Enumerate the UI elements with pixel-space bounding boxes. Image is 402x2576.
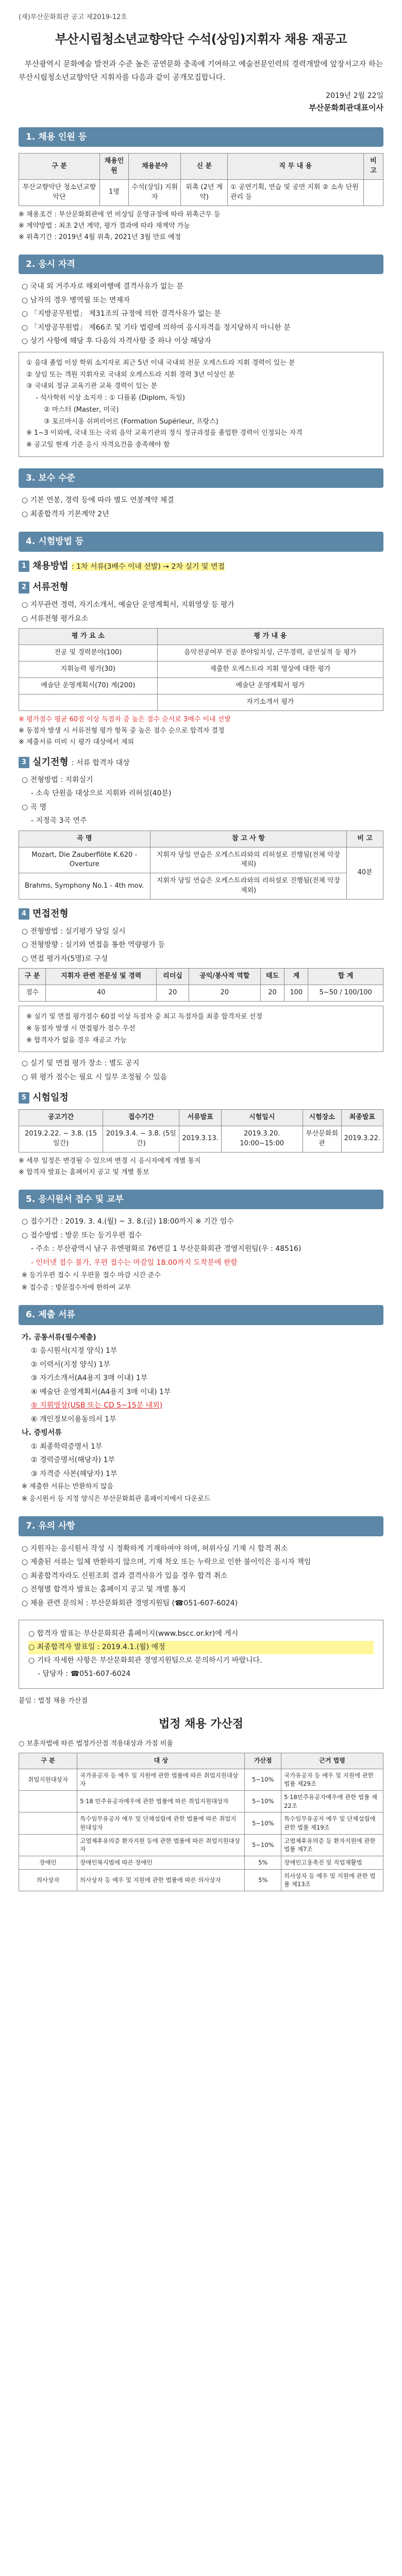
list-item: - 지정곡 3곡 연주 [31,817,87,825]
table-cell: Brahms, Symphony No.1 - 4th mov. [19,873,150,900]
info-line: ○ 기타 자세한 사항은 부산문화회관 경영지원팀으로 문의하시기 바랍니다. [28,1656,262,1665]
table-cell: 5% [245,1856,281,1869]
table-cell: 부산문화회관 [303,1126,341,1153]
list-item: ③ 자기소개서(A4용지 3매 이내) 1부 [31,1374,148,1383]
list-item: ※ 접수증 : 방문접수자에 한하여 교부 [22,1284,131,1292]
notice-issuer: 부산문화회관대표이사 [309,103,383,112]
info-line: - 담당자 : ☎051-607-6024 [38,1669,131,1678]
step-title: 서류전형 [32,582,69,593]
list-item: ③ 자격증 사본(해당자) 1부 [31,1469,118,1478]
table-cell: 100 [284,985,308,1002]
table-header: 지휘자 관련 전문성 및 경력 [46,969,157,985]
table-cell: 특수임무유공자 예우 및 단체설립에 관한 법률에 따른 취업지원대상자 [77,1812,245,1834]
table-cell: 국가유공자 등 예우 및 지원에 관한 법률에 따른 취업지원대상자 [77,1769,245,1790]
table-row [19,985,383,1002]
table-cell [19,694,158,710]
table-header: 채용인원 [99,154,128,180]
notes-list [19,1543,383,1610]
table-header: 평 가 요 소 [19,629,158,645]
list-heading: 나. 증빙서류 [22,1429,62,1437]
table-row [19,180,383,206]
table-cell: 5% [245,1869,281,1891]
evaluation-notes [19,714,383,748]
note-line: ※ 실기 및 면접 평가점수 60점 이상 득점자 중 최고 득점자를 최종 합격자로 선정 [26,1013,262,1021]
table-header: 비 고 [347,831,383,847]
table-cell: 예술단 운영계획서 평가 [157,677,383,694]
table-cell: 수석(상임) 지휘자 [128,180,180,206]
section-heading-3: 3. 보수 수준 [19,468,383,488]
table-header: 합 계 [308,969,383,985]
list-item: ○ 지원자는 응시원서 작성 시 정확하게 기재하여야 하며, 허위사실 기재 시 합격 취소 [22,1544,288,1553]
interview-list [19,925,383,965]
note-line: ※ 동점자 발생 시 면접평가 점수 우선 [26,1024,136,1032]
note-line: ※ 합격자가 없을 경우 재공고 가능 [26,1036,127,1044]
list-item: ① 최종학력증명서 1부 [31,1442,103,1451]
table-row [19,645,383,662]
documents-list [19,1331,383,1505]
section-heading-4: 4. 시험방법 등 [19,532,383,551]
table-row [19,1790,383,1812]
table-cell: 고엽제후유의증 환자지원 등에 관한 법률에 따른 취업지원대상자 [77,1834,245,1856]
table-row [19,873,383,900]
table-header: 참 고 사 항 [150,831,347,847]
list-item: ○ 위 평가 점수는 필요 시 일부 조정될 수 있음 [22,1073,167,1081]
list-item: ② 경력증명서(해당자) 1부 [31,1456,115,1465]
table-cell: 2019.3.22. [341,1126,383,1153]
table-header: 시험일시 [221,1110,303,1126]
table-cell: 부산교향악단 청소년교향악단 [19,180,100,206]
table-cell: 2019.2.22. ~ 3.8. (15일간) [19,1126,103,1153]
table-cell [19,1790,77,1812]
list-item: ○ 최종합격자라도 신원조회 결과 결격사유가 있을 경우 합격 취소 [22,1571,228,1580]
table-cell: 20 [189,985,260,1002]
submission-list [19,1215,383,1294]
list-item: ○ 제출된 서류는 일체 반환하지 않으며, 기재 착오 또는 누락으로 인한 불이익은 응시자 책임 [22,1558,311,1567]
interview-extra-list [19,1057,383,1083]
table-header: 최종발표 [341,1110,383,1126]
table-row [19,1769,383,1790]
table-row [19,662,383,678]
table-cell: 의사상자 등 예우 및 지원에 관한 법률에 따른 의사상자 [77,1869,245,1891]
method-step-5 [19,1091,383,1105]
info-line: ○ 합격자 발표는 부산문화회관 홈페이지(www.bscc.or.kr)에 게시 [28,1630,239,1638]
table-header: 채용분야 [128,154,180,180]
table-cell: 특수임무유공자 예우 및 단체설립에 관한 법률 제19조 [281,1812,383,1834]
box-line: ③ 국내외 정규 교육기관 교육 경력이 있는 분 [26,382,158,391]
list-item: ○ 접수방법 : 방문 또는 등기우편 접수 [22,1231,142,1240]
table-cell: 5~10% [245,1790,281,1812]
list-item: ○ 기본 연봉, 경력 등에 따라 별도 연봉계약 체결 [22,496,174,505]
box-line: ※ 1~3 이외에, 국내 또는 국외 음악 교육기관의 정식 정규과정을 졸업한 경력이 인정되는 자격 [26,429,303,437]
section-heading-5: 5. 응시원서 접수 및 교부 [19,1190,383,1209]
table-cell: 전공 및 경력분야(100) [19,645,158,662]
step-number-5: 5 [19,1092,29,1104]
table-cell: 음악전공여부 전공 분야일치성, 근무경력, 공연실적 등 평가 [157,645,383,662]
table-cell: 지휘자 당일 연습은 오케스트라와의 리허설로 진행됨(전체 악장 제외) [150,847,347,873]
list-item: ※ 제출한 서류는 반환하지 않음 [22,1483,114,1491]
table-header: 리더십 [157,969,189,985]
table-header: 평 가 내 용 [157,629,383,645]
table-cell: 5~50 / 100/100 [308,985,383,1002]
table-header: 공고기간 [19,1110,103,1126]
table-cell: 20 [157,985,189,1002]
list-item: ○ 남자의 경우 병역필 또는 면제자 [22,296,130,304]
table-header: 직 무 내 용 [227,154,363,180]
table-cell: 20 [260,985,284,1002]
box-line: ※ 공고일 현재 기준 응시 자격요건을 충족해야 함 [26,441,170,449]
list-item: ○ 서류전형 평가요소 [22,614,89,623]
list-item: ※ 응시원서 등 지정 양식은 부산문화회관 홈페이지에서 다운로드 [22,1495,211,1503]
table-row [19,1812,383,1834]
table-header: 곡 명 [19,831,150,847]
recruit-notes [19,209,383,243]
note-line: ※ 위촉기간 : 2019년 4월 위촉, 2021년 3월 만료 예정 [19,233,181,241]
table-cell: 장애인 [19,1856,77,1869]
list-item: - 소속 단원을 대상으로 지휘와 리허설(40분) [31,789,172,798]
table-cell: 5~10% [245,1834,281,1856]
list-item: ○ 면접 평가자(5명)로 구성 [22,954,108,963]
list-item: - 인터넷 접수 불가, 우편 접수는 마감일 18:00까지 도착분에 한함 [31,1258,238,1267]
table-header: 대 상 [77,1753,245,1769]
table-row [19,694,383,710]
notice-intro: 부산광역시 문화예술 발전과 수준 높은 공연문화 충족에 기여하고 예술전문인력의 경력개발에 앞장서고자 하는 부산시립청소년교향악단 지휘자를 다음과 같이 공개모집합니다. [19,60,383,82]
method-step-2 [19,580,383,595]
list-item: ② 이력서(지정 양식) 1부 [31,1360,110,1369]
table-header: 가산점 [245,1753,281,1769]
box-line: ① 음대 졸업 이상 학위 소지자로 최근 5년 이내 국내외 전문 오케스트라 지휘 경력이 있는 분 [26,359,295,367]
list-item: ○ 전형방향 : 실기와 면접을 통한 역량평가 등 [22,941,165,950]
list-item: ④ 예술단 운영계획서(A4용지 3매 이내) 1부 [31,1387,171,1396]
score-table [19,968,383,1002]
pieces-table [19,831,383,900]
table-cell: 취업지원대상자 [19,1769,77,1790]
table-cell: 장애인고용촉진 및 직업재활법 [281,1856,383,1869]
evaluation-table [19,628,383,710]
list-item: ○ 「지방공무원법」 제66조 및 기타 법령에 의하여 응시자격을 정지당하지 아니한 분 [22,323,291,332]
list-item: ○ 지무관련 경력, 자기소개서, 예술단 운영계획서, 지휘영상 등 평가 [22,601,234,609]
step-title: 시험일정 [32,1092,69,1104]
step-text: : 1차 서류(3배수 이내 선발) → 2차 실기 및 면접 [71,562,225,571]
info-box [19,1620,383,1689]
table-cell: 지휘능력 평가(30) [19,662,158,678]
list-item: ※ 등기우편 접수 시 우편물 접수 마감 시간 준수 [22,1272,161,1280]
practical-list [19,774,383,827]
table-header: 접수기간 [103,1110,179,1126]
method-step-3 [19,755,383,770]
table-header: 구 분 [19,154,100,180]
list-item: ○ 전형별 합격자 발표는 홈페이지 공고 및 개별 통지 [22,1585,186,1594]
table-cell: 40분 [347,847,383,899]
section-heading-7: 7. 유의 사항 [19,1516,383,1536]
note-line: ※ 평가점수 평균 60점 이상 득점자 중 높은 점수 순서로 3배수 이내 선발 [19,715,231,723]
table-cell: 지휘자 당일 연습은 오케스트라와의 리허설로 진행됨(전체 악장 제외) [150,873,347,900]
method-step-4 [19,907,383,921]
salary-list [19,494,383,520]
step-number-1: 1 [19,561,29,572]
table-cell: 2019.3.13. [179,1126,221,1153]
table-cell: 점수 [19,985,46,1002]
table-cell: 제출한 오케스트라 지휘 영상에 대한 평가 [157,662,383,678]
box-line: ③ 포르마시옹 쉬퍼리어르 (Formation Supérieur, 프랑스) [44,417,219,426]
list-item: ○ 「지방공무원법」 제31조의 규정에 의한 결격사유가 없는 분 [22,310,221,318]
table-cell: 장애인복지법에 따른 장애인 [77,1856,245,1869]
qualification-list [19,280,383,348]
step-number-3: 3 [19,757,29,768]
table-row [19,677,383,694]
table-cell [363,180,383,206]
addition-table [19,1753,383,1891]
table-row [19,1126,383,1153]
list-item: ○ 전형방법 : 지휘실기 [22,775,93,784]
table-header: 구 분 [19,1753,77,1769]
info-line: ○ 최종합격자 발표일 : 2019.4.1.(월) 예정 [28,1641,374,1654]
list-item: ① 응시원서(지정 양식) 1부 [31,1347,118,1355]
table-row [19,1869,383,1891]
schedule-table [19,1109,383,1153]
attachment-note: 붙임 : 법정 채용 가산점 [19,1697,88,1705]
table-row [19,1834,383,1856]
table-cell: 자기소개서 평가 [157,694,383,710]
method-step-1 [19,559,383,573]
list-item: ○ 전형방법 : 실기평가 당일 실시 [22,927,126,936]
section-heading-1: 1. 채용 인원 등 [19,127,383,147]
table-header: 계 [284,969,308,985]
addition-title: 법정 채용 가산점 [158,1717,244,1731]
section-heading-6: 6. 제출 서류 [19,1305,383,1325]
list-item: ○ 최종합격자 기본계약 2년 [22,510,109,518]
qualification-box [19,352,383,457]
recruit-table [19,153,383,206]
table-cell: 2019.3.20. 10:00~15:00 [221,1126,303,1153]
box-line: - 석사학위 이상 소지자 : ① 디플롬 (Diplom, 독일) [36,394,185,402]
table-cell [19,1812,77,1834]
table-cell: 2019.3.4. ~ 3.8. (5일간) [103,1126,179,1153]
list-item: ○ 상기 사항에 해당 후 다음의 자격사항 중 하나 이상 해당자 [22,337,211,346]
note-line: ※ 계약방법 : 최초 2년 계약, 평가 결과에 따라 재계약 가능 [19,222,190,230]
box-line: ② 마스터 (Master, 미국) [44,405,119,414]
table-cell: Mozart, Die Zauberflöte K.620 - Overture [19,847,150,873]
table-header: 시험장소 [303,1110,341,1126]
notice-date: 2019년 2월 22일 [326,92,383,100]
table-row [19,847,383,873]
table-cell: 고엽제후유의증 등 환자지원에 관한 법률 제7조 [281,1834,383,1856]
step-title: 실기전형 [32,756,69,768]
table-header: 구 분 [19,969,46,985]
list-item: ⑥ 개인정보이용동의서 1부 [31,1415,116,1423]
schedule-notes [19,1156,383,1178]
list-heading: 가. 공통서류(필수제출) [22,1333,96,1342]
list-item: ○ 채용 관련 문의처 : 부산문화회관 경영지원팀 (☎051-607-6024) [22,1599,238,1607]
step-number-4: 4 [19,908,29,920]
table-cell: 5·18민주유공자예우에 관한 법률 제22조 [281,1790,383,1812]
list-item: ○ 곡 명 [22,803,47,811]
addition-intro: ○ 보훈자법에 따른 법정가산점 적용대상과 가점 비율 [19,1740,173,1748]
document-screening-list [19,599,383,625]
notice-number: (재)부산문화회관 공고 제2019-12호 [19,13,127,21]
table-cell: 의사상자 [19,1869,77,1891]
note-line: ※ 채용조건 : 부산문화회관에 연 비상임 운영규정에 따라 위촉근무 등 [19,210,221,218]
table-header: 서류발표 [179,1110,221,1126]
table-row [19,1856,383,1869]
table-cell: 의사상자 등 예우 및 지원에 관한 법률 제13조 [281,1869,383,1891]
table-cell: 5~10% [245,1812,281,1834]
table-header: 태도 [260,969,284,985]
score-notes-box [19,1006,383,1052]
step-title: 면접전형 [32,908,69,919]
table-cell: 1명 [99,180,128,206]
list-item: ○ 접수기간 : 2019. 3. 4.(월) ~ 3. 8.(금) 18:00까지 ※ 기간 엄수 [22,1217,234,1226]
table-header: 근거 법령 [281,1753,383,1769]
table-cell: 40 [46,985,157,1002]
note-line: ※ 합격자 발표는 홈페이지 공고 및 개별 통보 [19,1168,149,1176]
notice-title: 부산시립청소년교향악단 수석(상임)지휘자 채용 재공고 [55,32,347,47]
list-item: ○ 국내 외 거주자로 해외여행에 결격사유가 없는 분 [22,282,183,291]
table-cell: 5·18 민주유공자예우에 관한 법률에 따른 취업지원대상자 [77,1790,245,1812]
section-heading-2: 2. 응시 자격 [19,255,383,274]
table-cell: 5~10% [245,1769,281,1790]
list-item: - 주소 : 부산광역시 남구 유엔평화로 76번길 1 부산문화회관 경영지원팀(우 : 48516) [31,1245,301,1253]
note-line: ※ 제출서류 미비 시 평가 대상에서 제외 [19,738,135,746]
list-item: ○ 실기 및 면접 평가 장소 : 별도 공지 [22,1059,140,1068]
step-number-2: 2 [19,582,29,593]
box-line: ② 상임 또는 객원 지휘자로 국내외 오케스트라 지휘 경력 3년 이상인 분 [26,370,235,379]
table-cell: 국가유공자 등 예우 및 지원에 관한 법률 제29조 [281,1769,383,1790]
table-cell: 위촉 (2년 계약) [181,180,228,206]
step-title: 채용방법 [32,560,69,571]
step-sub: : 서류 합격자 대상 [71,758,130,767]
table-header: 공익/봉사적 역할 [189,969,260,985]
table-cell [19,1834,77,1856]
list-item: ⑤ 지휘영상(USB 또는 CD 5~15분 내외) [31,1401,163,1410]
note-line: ※ 세부 일정은 변경될 수 있으며 변경 시 응시자에게 개별 통지 [19,1157,201,1165]
note-line: ※ 동점자 발생 시 서류전형 평가 항목 중 높은 점수 순으로 합격자 결정 [19,726,225,735]
table-header: 신 분 [181,154,228,180]
table-cell: 예술단 운영계획서(70) 계(200) [19,677,158,694]
table-cell: ① 공연기획, 연습 및 공연 지휘 ② 소속 단원관리 등 [227,180,363,206]
table-header: 비 고 [363,154,383,180]
